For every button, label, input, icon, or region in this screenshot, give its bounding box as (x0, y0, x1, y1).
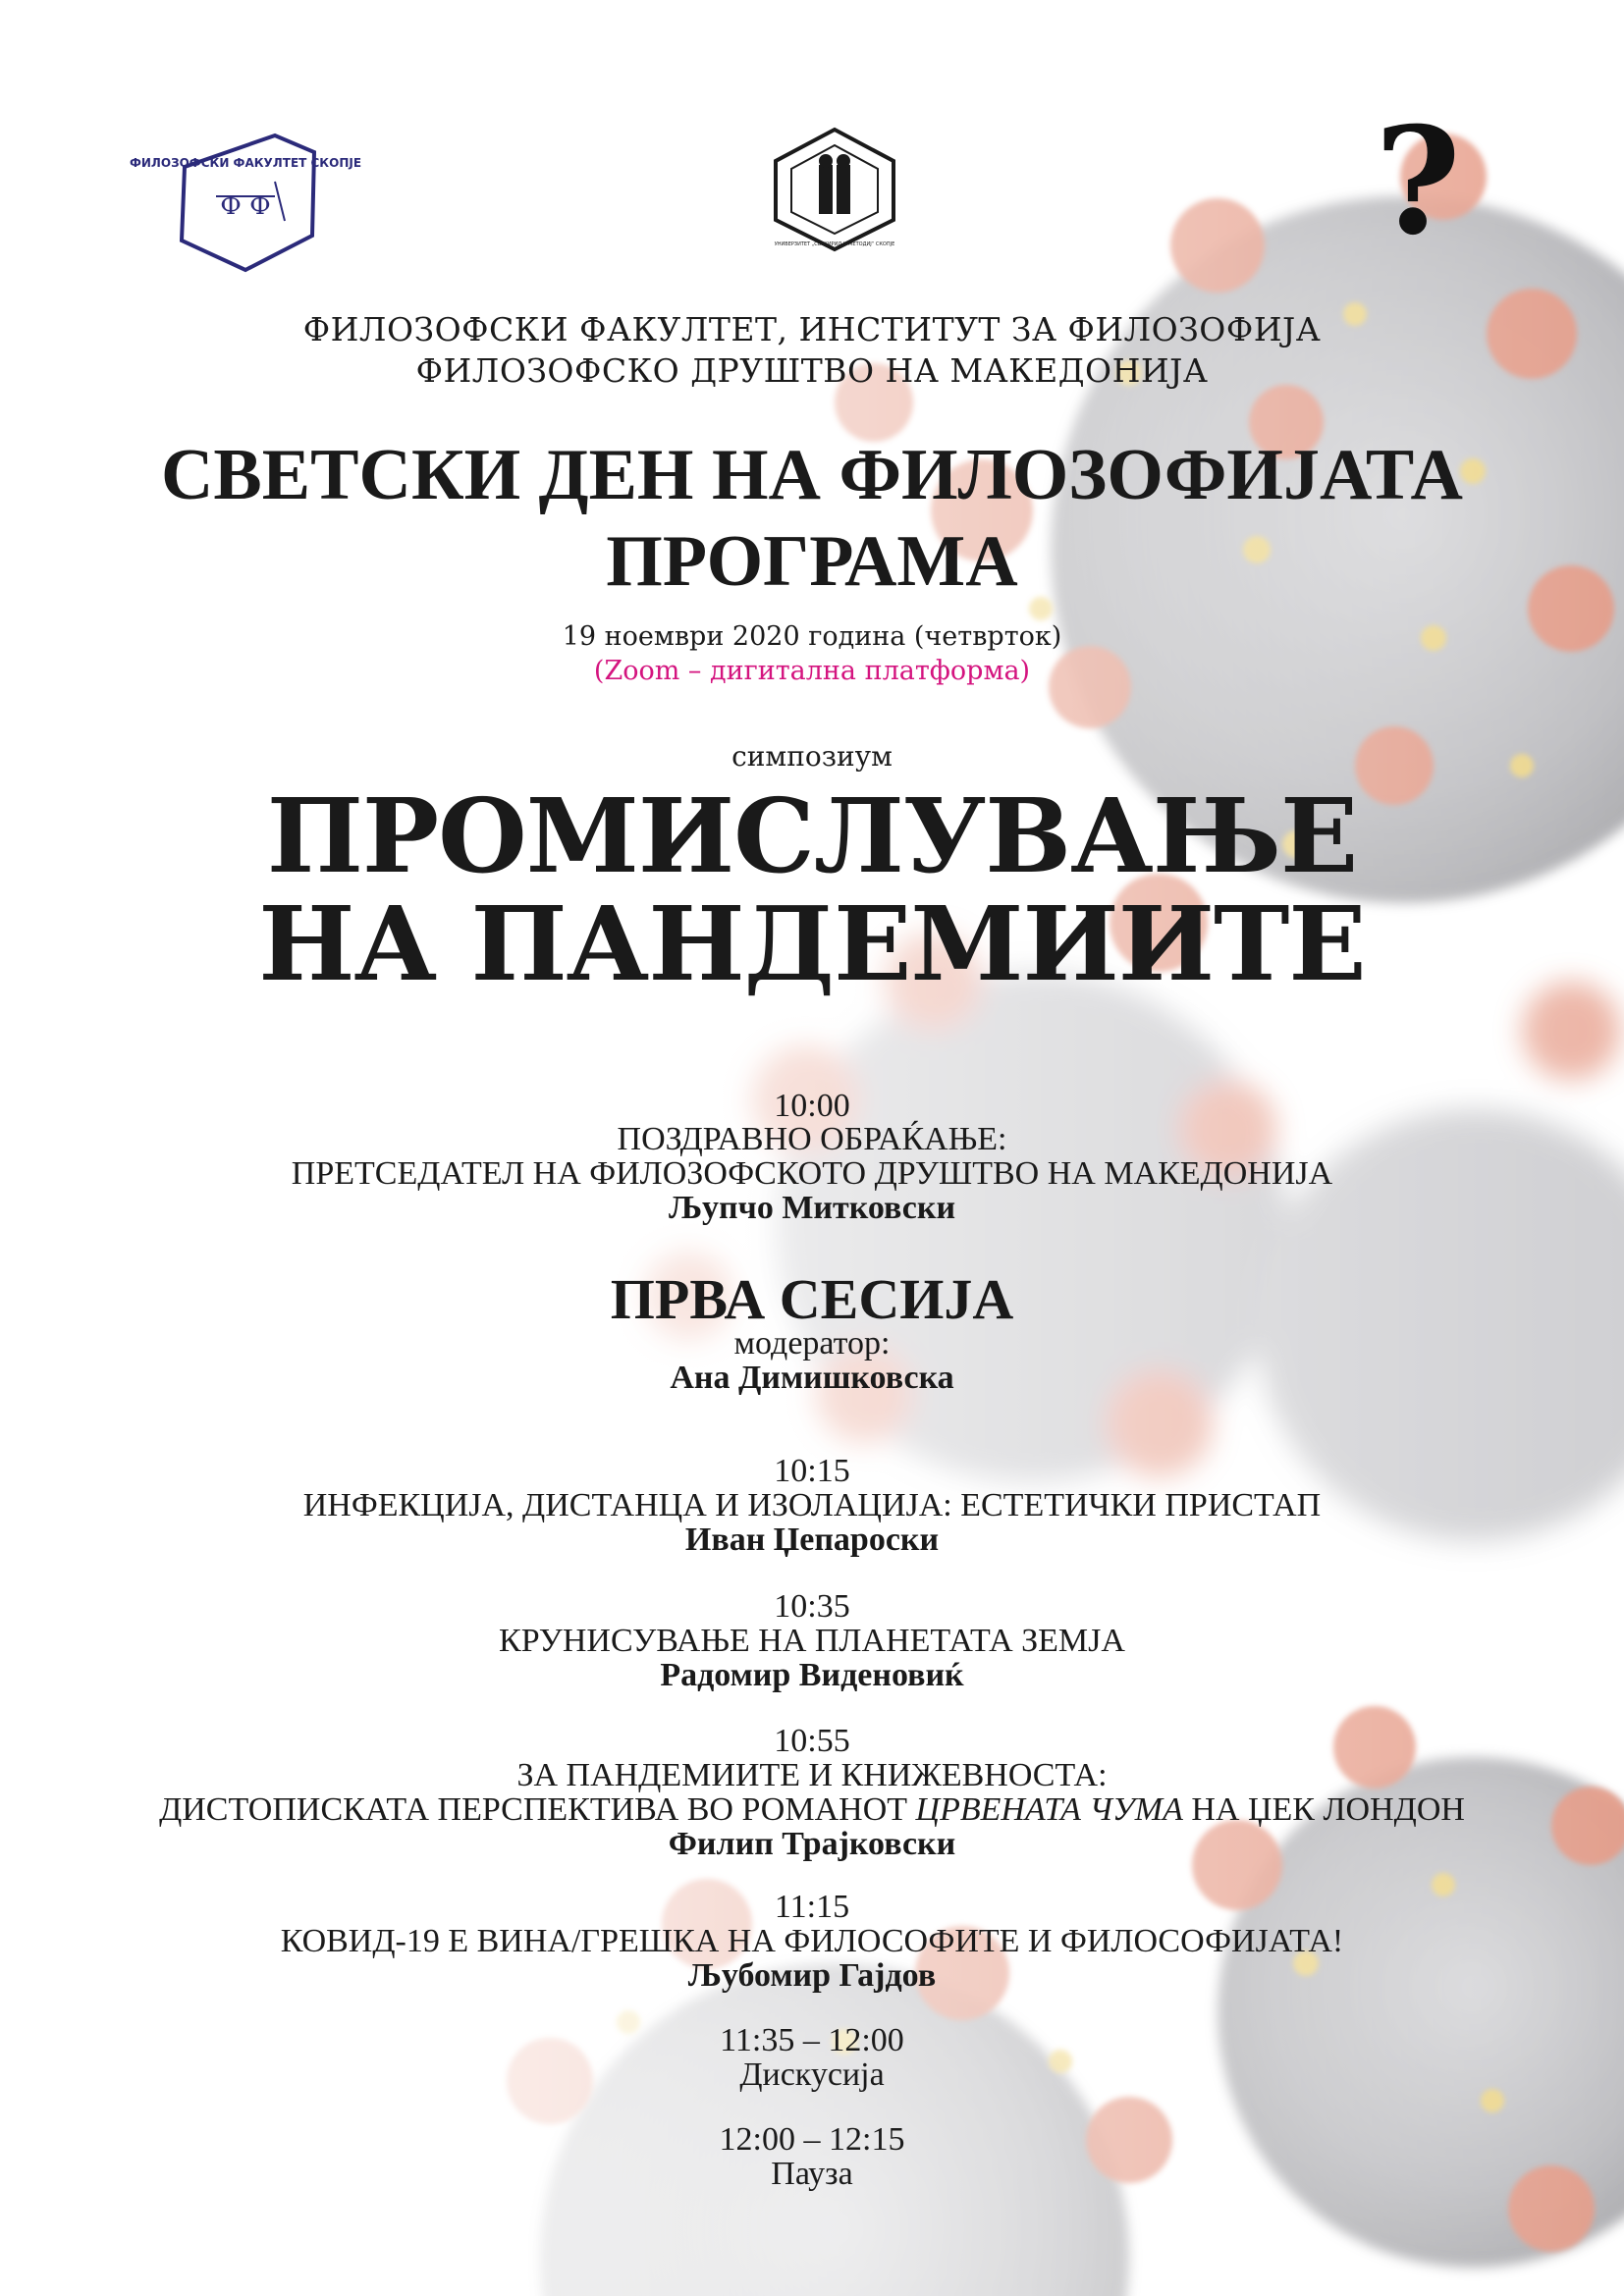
org-line-1: ФИЛОЗОФСКИ ФАКУЛТЕТ, ИНСТИТУТ ЗА ФИЛОЗОФИЈА (302, 310, 1322, 348)
speaker-name: Љупчо Митковски (668, 1190, 956, 1226)
university-seal-text: УНИВЕРЗИТЕТ „СВ. КИРИЛ И МЕТОДИЈ“ СКОПЈЕ (774, 241, 895, 247)
welcome-time: 10:00 (774, 1088, 850, 1124)
speaker-name: Иван Џепароски (684, 1522, 940, 1558)
speaker-name: Љубомир Гајдов (687, 1957, 937, 1994)
symposium-label: симпозиум (731, 740, 893, 773)
talk-1-time: 10:15 (774, 1453, 850, 1489)
faculty-seal-logo (129, 128, 362, 275)
welcome-line-2: ПРЕТСЕДАТЕЛ НА ФИЛОЗОФСКОТО ДРУШТВО НА МАКЕДОНИЈА (291, 1155, 1333, 1192)
talk-3-speaker (0, 1828, 1624, 1861)
pause-label: Пауза (771, 2156, 853, 2192)
event-platform: (Zoom – дигитална платформа) (593, 656, 1031, 686)
program-title: ПРОГРАМА (606, 521, 1018, 602)
talk-2-title: КРУНИСУВАЊЕ НА ПЛАНЕТАТА ЗЕМЈА (499, 1623, 1125, 1659)
talk-3-time: 10:55 (774, 1723, 850, 1759)
question-mark-icon: ? (1375, 95, 1461, 268)
faculty-seal-text: ФИЛОЗОФСКИ ФАКУЛТЕТ СКОПЈЕ (129, 156, 362, 170)
talk-3-title-line-1: ЗА ПАНДЕМИИТЕ И КНИЖЕВНОСТА: (516, 1757, 1108, 1793)
talk-3-title-part-b: НА ЏЕК ЛОНДОН (1182, 1791, 1465, 1828)
welcome-line-1: ПОЗДРАВНО ОБРАЌАЊЕ: (617, 1121, 1007, 1157)
talk-1-title: ИНФЕКЦИЈА, ДИСТАНЦА И ИЗОЛАЦИЈА: ЕСТЕТИЧКИ ПРИСТАП (302, 1487, 1322, 1523)
faculty-seal-letters: Ф Ф (220, 191, 271, 221)
talk-3-title-part-a: ДИСТОПИСКАТА ПЕРСПЕКТИВА ВО РОМАНОТ (159, 1791, 916, 1828)
talk-4-title: КОВИД-19 Е ВИНА/ГРЕШКА НА ФИЛОСОФИТЕ И ФИЛОСОФИЈАТА! (280, 1923, 1344, 1959)
session-title: ПРВА СЕСИЈА (610, 1267, 1014, 1331)
speaker-name: Ана Димишковска (670, 1360, 954, 1396)
discussion-label: Дискусија (739, 2056, 885, 2093)
novel-title: ЦРВЕНАТА ЧУМА (915, 1791, 1183, 1828)
event-title: СВЕТСКИ ДЕН НА ФИЛОЗОФИЈАТА (160, 435, 1463, 515)
pause-time: 12:00 – 12:15 (719, 2121, 905, 2158)
symposium-title-line-2: НА ПАНДЕМИИТЕ (258, 883, 1366, 1004)
symposium-title-line-1: ПРОМИСЛУВАЊЕ (266, 775, 1358, 896)
university-seal-logo (768, 126, 901, 253)
speaker-name: Филип Трајковски (668, 1826, 956, 1862)
talk-4-speaker (0, 1959, 1624, 1993)
org-line-2: ФИЛОЗОФСКО ДРУШТВО НА МАКЕДОНИЈА (415, 351, 1209, 390)
welcome-speaker (0, 1192, 1624, 1225)
event-date: 19 ноември 2020 година (четврток) (562, 621, 1062, 652)
discussion-time: 11:35 – 12:00 (720, 2022, 904, 2058)
talk-3-title-line-2 (0, 1793, 1624, 1827)
talk-2-speaker (0, 1659, 1624, 1692)
talk-2-time: 10:35 (774, 1588, 850, 1625)
speaker-name: Радомир Виденовиќ (660, 1657, 964, 1693)
talk-4-time: 11:15 (774, 1889, 850, 1925)
moderator-label: модератор: (733, 1325, 891, 1362)
moderator-name (0, 1362, 1624, 1395)
talk-1-speaker (0, 1523, 1624, 1557)
